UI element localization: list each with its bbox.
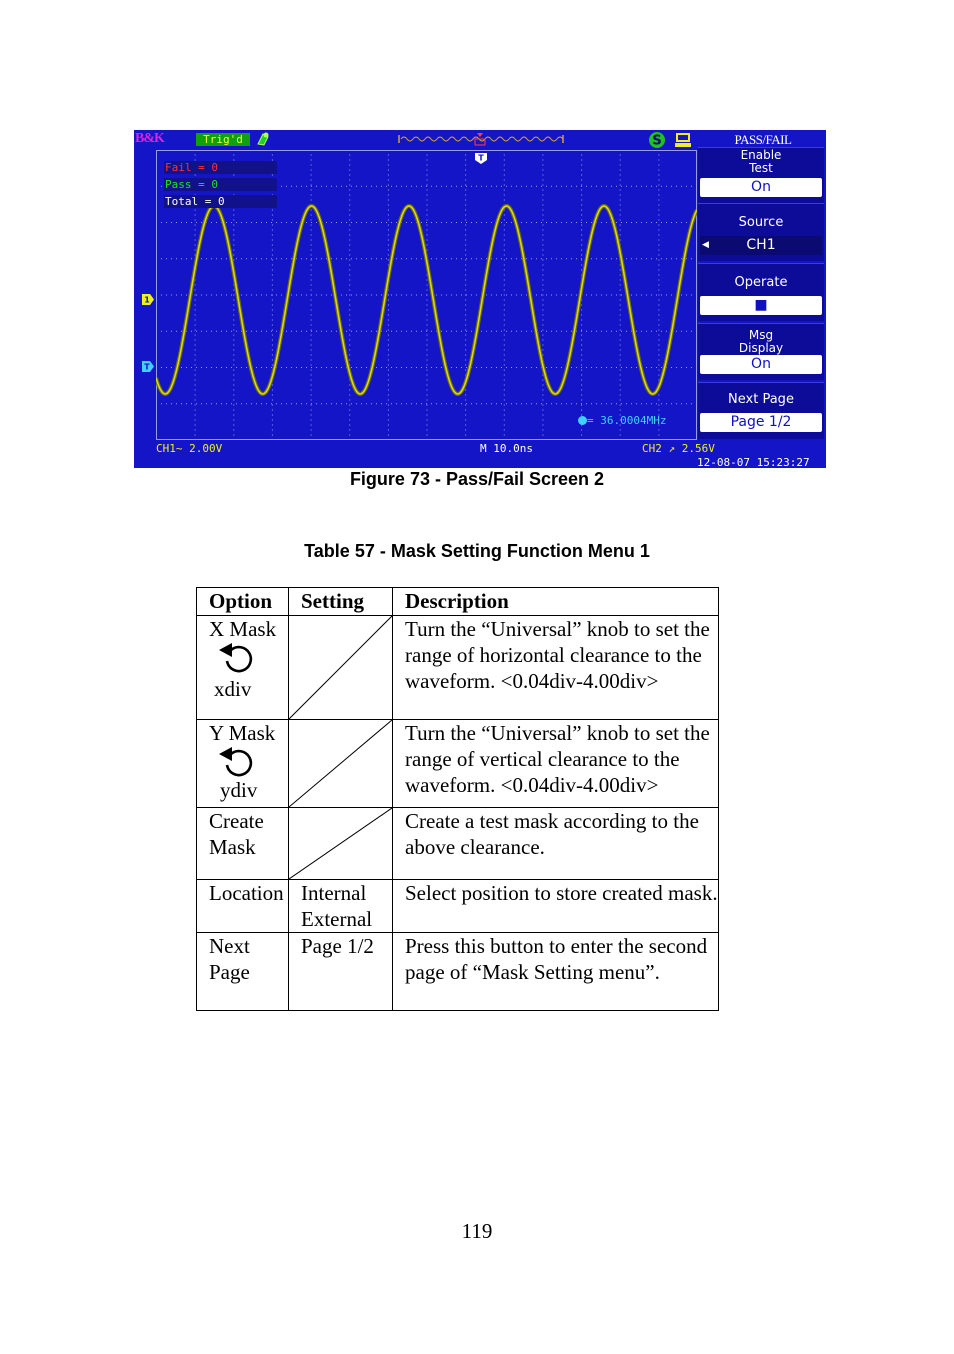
option-name-line2: Page <box>209 960 250 984</box>
option-name: Create <box>209 809 264 833</box>
setting-cell-empty <box>289 616 393 720</box>
ch1-level-marker <box>142 294 154 305</box>
oscilloscope-screenshot <box>134 130 826 468</box>
menu-msg-display-label-1: Msg <box>748 328 774 342</box>
timebase-readout: M 10.0ns <box>480 442 533 455</box>
menu-enable-test[interactable] <box>698 147 824 203</box>
menu-enable-test-value: On <box>700 178 822 197</box>
description-cell: Turn the “Universal” knob to set the range of vertical clearance to the waveform. <0.04div-4.00div> <box>393 720 719 808</box>
table-row <box>197 933 719 1011</box>
header-description: Description <box>393 588 719 616</box>
frequency-value: = 36.0004MHz <box>587 414 667 427</box>
figure-caption: Figure 73 - Pass/Fail Screen 2 <box>349 469 605 489</box>
menu-operate-label: Operate <box>734 275 788 290</box>
usb-storage-icon <box>674 132 692 148</box>
ch1-level-marker-label: 1 <box>144 295 150 305</box>
page-number: 119 <box>461 1219 493 1243</box>
option-unit: ydiv <box>220 778 258 802</box>
empty-cell-diagonal <box>289 616 392 719</box>
description-cell: Turn the “Universal” knob to set the range of horizontal clearance to the waveform. <0.04div-4.00div> <box>393 616 719 720</box>
menu-operate[interactable] <box>698 263 824 321</box>
universal-knob-icon <box>215 642 261 676</box>
frequency-readout <box>578 414 666 427</box>
menu-next-page-label: Next Page <box>728 392 794 407</box>
fail-count: Fail = 0 <box>164 161 277 174</box>
description-cell: Select position to store created mask. <box>393 880 719 933</box>
option-cell <box>197 616 289 720</box>
option-cell <box>197 933 289 1011</box>
option-unit: xdiv <box>214 677 252 701</box>
setting-cell-empty <box>289 720 393 808</box>
trigger-position-marker <box>475 153 487 164</box>
mask-setting-table <box>196 587 719 1011</box>
trigger-status-badge: Trig'd <box>196 133 250 146</box>
table-header-row <box>197 588 719 616</box>
pass-count: Pass = 0 <box>164 178 277 191</box>
svg-text:S: S <box>652 133 662 149</box>
frequency-icon <box>578 416 587 425</box>
table-row <box>197 808 719 880</box>
setting-value-2: External <box>301 907 373 931</box>
total-count: Total = 0 <box>164 195 277 208</box>
option-name-line2: Mask <box>209 835 256 859</box>
option-cell <box>197 720 289 808</box>
empty-cell-diagonal <box>289 808 392 879</box>
trigger-level-marker <box>142 361 154 372</box>
trigger-level-marker-label: T <box>144 362 150 372</box>
waveform-graticule <box>156 150 697 440</box>
menu-source[interactable] <box>698 203 824 261</box>
menu-enable-test-label-2: Test <box>749 161 773 175</box>
option-cell: Location <box>197 880 289 933</box>
menu-msg-display-value: On <box>700 355 822 374</box>
header-option: Option <box>197 588 289 616</box>
horizontal-position-bar <box>397 132 565 146</box>
setting-cell <box>289 880 393 933</box>
run-status-icon <box>255 131 271 147</box>
brand-logo: B&K <box>135 131 164 146</box>
menu-msg-display[interactable] <box>698 323 824 380</box>
table-row <box>197 616 719 720</box>
menu-title: PASS/FAIL <box>734 132 792 147</box>
pass-fail-status-icon <box>648 131 666 149</box>
universal-knob-icon <box>215 746 261 780</box>
option-name: X Mask <box>209 617 277 641</box>
description-cell: Create a test mask according to the above clearance. <box>393 808 719 880</box>
menu-operate-value: ■ <box>700 296 822 315</box>
option-cell <box>197 808 289 880</box>
trigger-position-marker-label: T <box>478 153 484 163</box>
menu-source-label: Source <box>738 215 784 230</box>
trigger-readout: CH2 ↗ 2.56V <box>642 442 715 455</box>
ch1-scale-readout: CH1~ 2.00V <box>156 442 223 455</box>
empty-cell-diagonal <box>289 720 392 807</box>
menu-msg-display-label-2: Display <box>738 341 784 355</box>
setting-cell: Page 1/2 <box>289 933 393 1011</box>
table-row <box>197 720 719 808</box>
menu-source-value: CH1 <box>746 237 776 253</box>
menu-source-value-row <box>700 236 822 255</box>
option-name: Next <box>209 934 250 958</box>
menu-next-page-value: Page 1/2 <box>700 413 822 432</box>
table-row <box>197 880 719 933</box>
setting-cell-empty <box>289 808 393 880</box>
selection-arrow-icon: ◀ <box>702 240 709 250</box>
datetime-readout: 12-08-07 15:23:27 <box>697 456 810 468</box>
table-caption: Table 57 - Mask Setting Function Menu 1 <box>304 541 650 561</box>
header-setting: Setting <box>289 588 393 616</box>
setting-value-1: Internal <box>301 881 367 905</box>
menu-next-page[interactable] <box>698 382 824 439</box>
option-name: Y Mask <box>209 721 276 745</box>
menu-enable-test-label-1: Enable <box>740 148 782 162</box>
description-cell: Press this button to enter the second page of “Mask Setting menu”. <box>393 933 719 1011</box>
